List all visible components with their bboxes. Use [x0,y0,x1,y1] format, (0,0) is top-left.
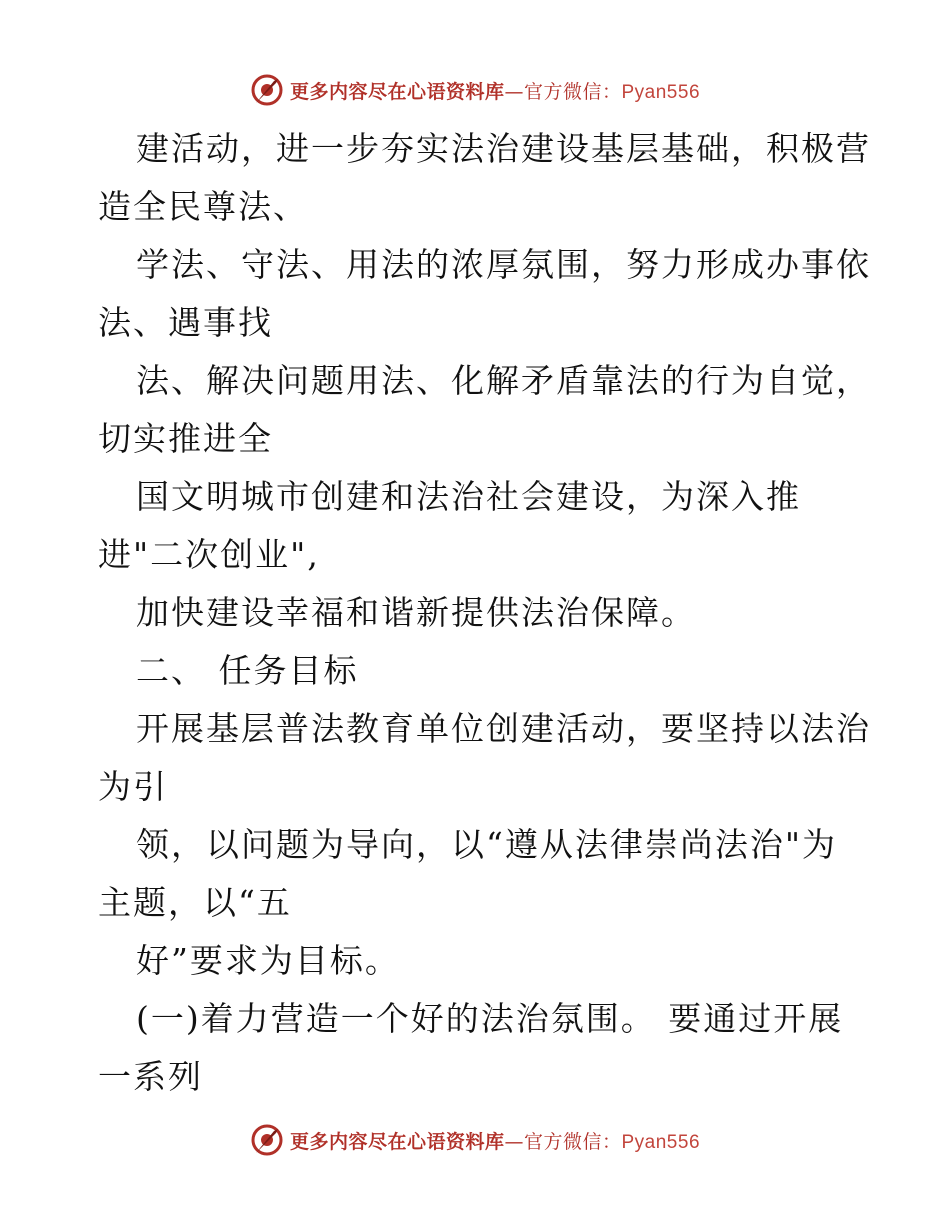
text-line: 加快建设幸福和谐新提供法治保障。 [136,593,696,632]
footer-banner-dash: — [504,1130,524,1153]
document-body [98,120,871,1106]
text-line: 学法、守法、用法的浓厚氛围，努力形成办事依 [136,245,871,284]
quill-logo-icon [250,73,284,107]
quill-logo-icon [250,1123,284,1157]
header-banner-text [290,77,700,104]
footer-banner-wechat-id: Pyan556 [621,1131,701,1153]
text-line: 开展基层普法教育单位创建活动，要坚持以法治 [136,709,871,748]
subsection-heading: (一)着力营造一个好的法治氛围。 要通过开展 [136,999,844,1038]
text-line: 造全民尊法、 [98,187,308,226]
header-banner-inner [250,73,700,107]
text-line: 为引 [98,767,168,806]
text-line: 一系列 [98,1057,203,1096]
text-line: 好”要求为目标。 [136,941,400,980]
footer-banner-text [290,1127,700,1154]
header-banner-dash: — [504,80,524,103]
footer-banner-inner [250,1123,700,1157]
section-heading: 二、 任务目标 [136,651,359,690]
text-line: 建活动，进一步夯实法治建设基层基础，积极营 [136,129,871,168]
text-line: 国文明城市创建和法治社会建设，为深入推 [136,477,801,516]
footer-banner [0,1120,950,1160]
text-line: 法、解决问题用法、化解矛盾靠法的行为自觉， [136,361,871,400]
footer-banner-main: 更多内容尽在心语资料库 [289,1130,505,1153]
text-line: 主题，以“五 [98,883,292,922]
text-line: 切实推进全 [98,419,273,458]
header-banner-wechat-id: Pyan556 [621,81,701,103]
text-line: 领，以问题为导向，以“遵从法律崇尚法治"为 [136,825,838,864]
header-banner-wechat-label: 官方微信： [523,80,622,103]
header-banner-main: 更多内容尽在心语资料库 [289,80,505,103]
footer-banner-wechat-label: 官方微信： [523,1130,622,1153]
header-banner [0,70,950,110]
text-line: 进"二次创业", [98,535,320,574]
text-line: 法、遇事找 [98,303,273,342]
